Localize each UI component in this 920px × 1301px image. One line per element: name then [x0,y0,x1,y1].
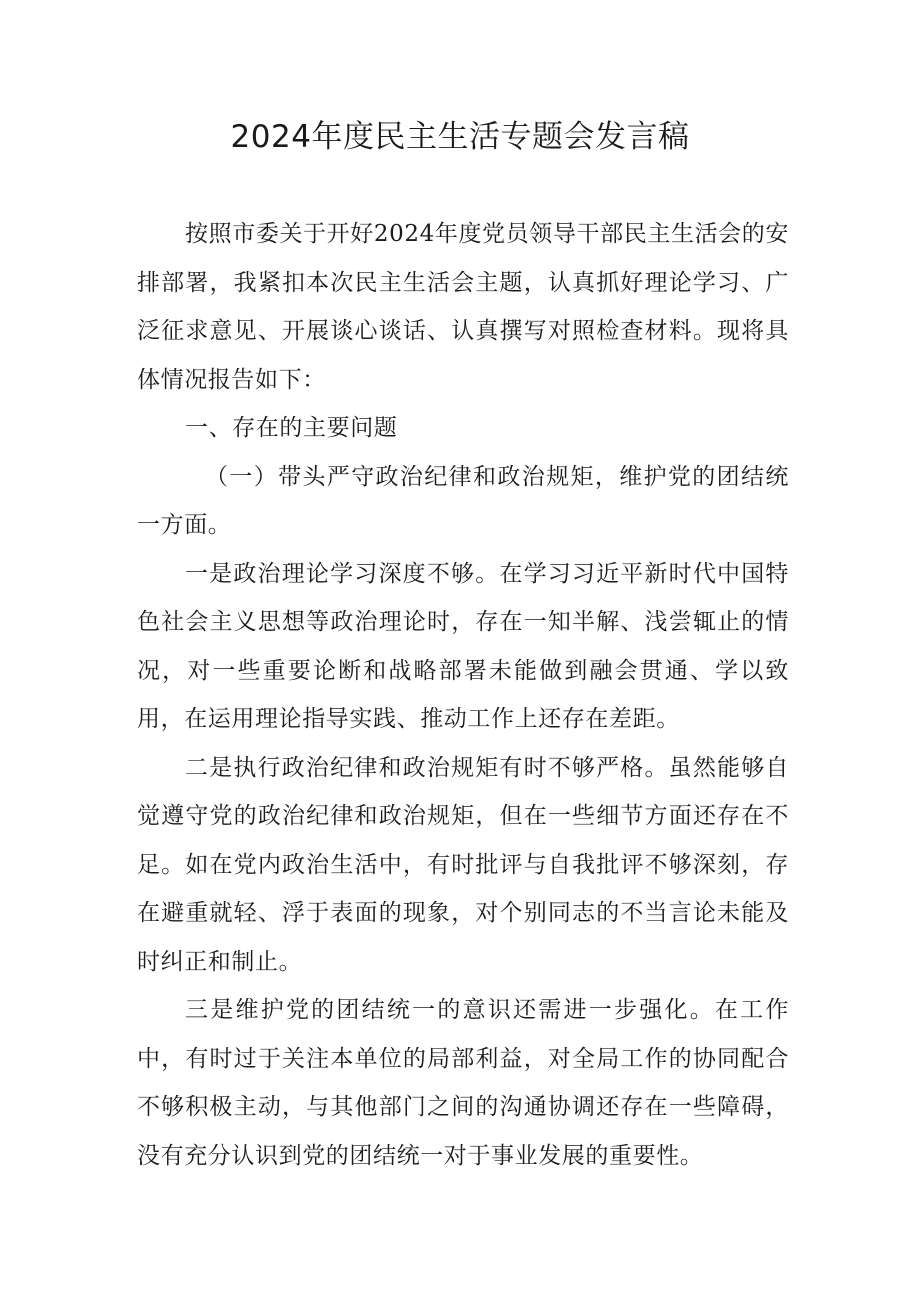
document-body [137,210,789,1180]
body-paragraph-3: 三是维护党的团结统一的意识还需进一步强化。在工作中，有时过于关注本单位的局部利益，对全局工作的协同配合不够积极主动，与其他部门之间的沟通协调还存在一些障碍，没有充分认识到党的团结统一对于事业发展的重要性。 [137,997,789,1169]
body-paragraph-2: 二是执行政治纪律和政治规矩有时不够严格。虽然能够自觉遵守党的政治纪律和政治规矩，但在一些细节方面还存在不足。如在党内政治生活中，有时批评与自我批评不够深刻，存在避重就轻、浮于表面的现象，对个别同志的不当言论未能及时纠正和制止。 [137,754,789,975]
intro-paragraph: 按照市委关于开好2024年度党员领导干部民主生活会的安排部署，我紧扣本次民主生活会主题，认真抓好理论学习、广泛征求意见、开展谈心谈话、认真撰写对照检查材料。现将具体情况报告如下： [137,221,789,393]
body-paragraph-1: 一是政治理论学习深度不够。在学习习近平新时代中国特色社会主义思想等政治理论时，存在一知半解、浅尝辄止的情况，对一些重要论断和战略部署未能做到融会贯通、学以致用，在运用理论指导实践、推动工作上还存在差距。 [137,560,789,732]
section-heading: 一、存在的主要问题 [185,415,398,441]
document-title: 2024年度民主生活专题会发言稿 [230,119,690,155]
subsection-heading: （一）带头严守政治纪律和政治规矩，维护党的团结统一方面。 [137,463,789,538]
